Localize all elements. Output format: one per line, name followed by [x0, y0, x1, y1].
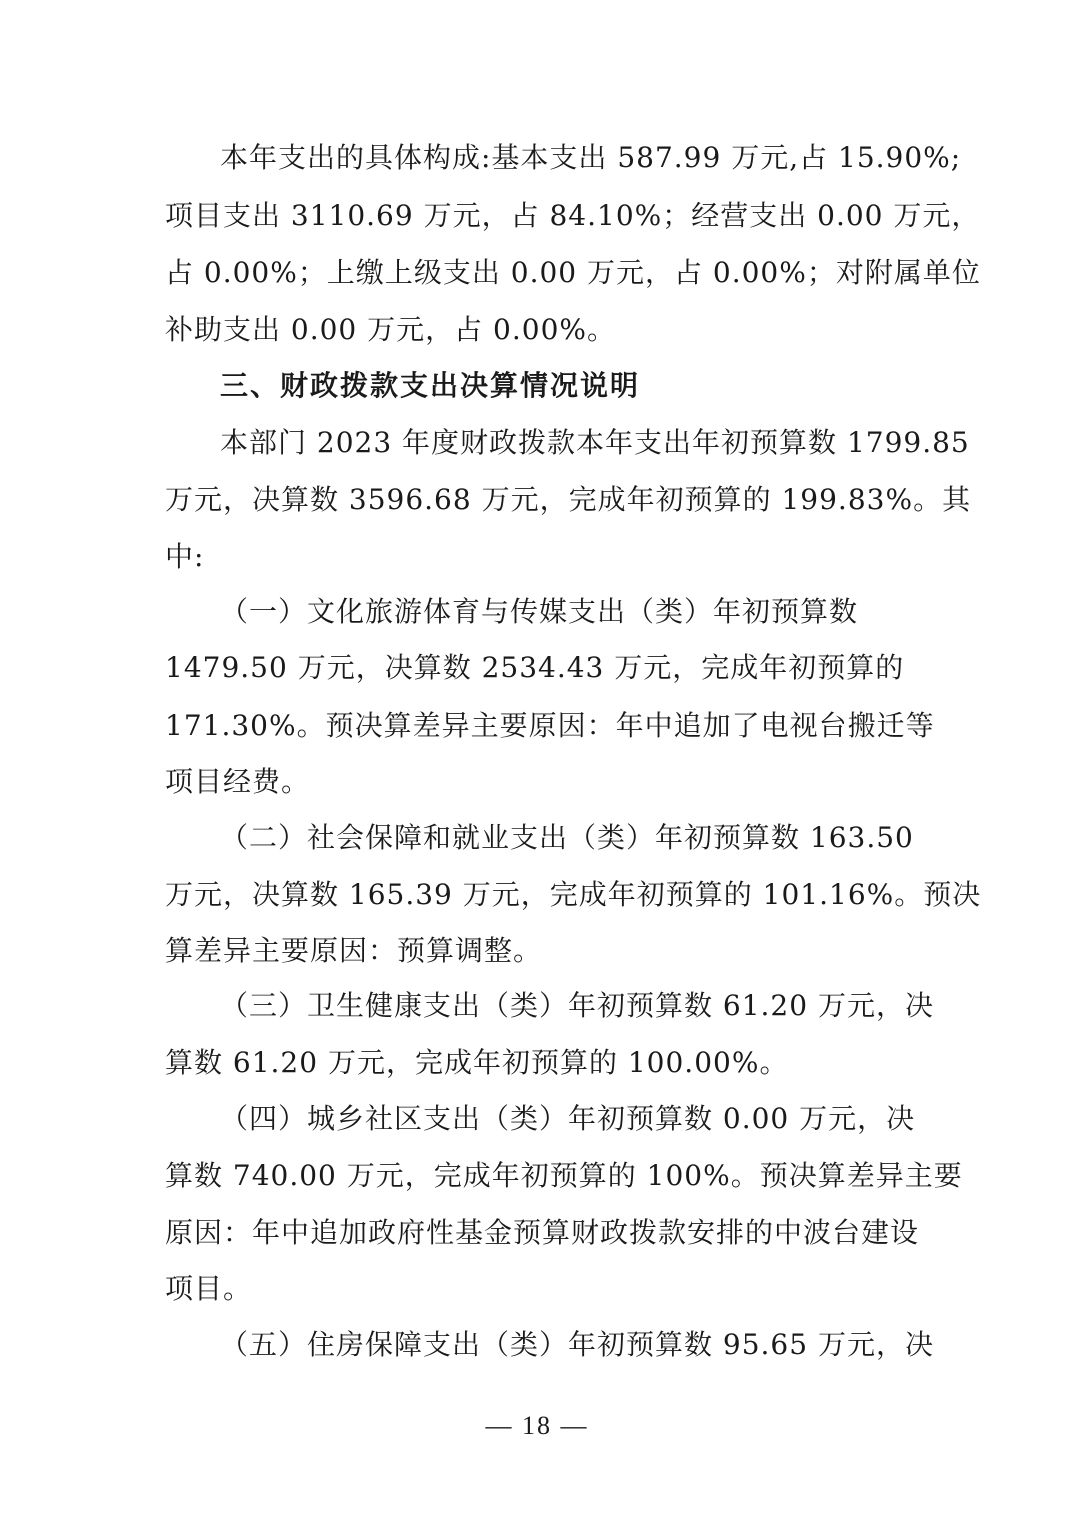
item-urban-rural-line-4: 项目。 — [165, 1272, 253, 1305]
paragraph-overview-line-3: 中: — [165, 540, 205, 573]
item-health-line-1: （三）卫生健康支出（类）年初预算数 61.20 万元，决 — [220, 989, 934, 1022]
item-culture-line-2: 1479.50 万元，决算数 2534.43 万元，完成年初预算的 — [165, 651, 905, 684]
paragraph-overview-line-2: 万元，决算数 3596.68 万元，完成年初预算的 199.83%。其 — [165, 483, 972, 516]
section-heading-fiscal-appropriation: 三、财政拨款支出决算情况说明 — [220, 369, 641, 402]
item-urban-rural-line-2: 算数 740.00 万元，完成年初预算的 100%。预决算差异主要 — [165, 1159, 963, 1192]
item-social-security-line-2: 万元，决算数 165.39 万元，完成年初预算的 101.16%。预决 — [165, 878, 982, 911]
item-health-line-2: 算数 61.20 万元，完成年初预算的 100.00%。 — [165, 1046, 789, 1079]
page-number: — 18 — — [485, 1411, 589, 1440]
item-urban-rural-line-1: （四）城乡社区支出（类）年初预算数 0.00 万元，决 — [220, 1102, 916, 1135]
item-urban-rural-line-3: 原因：年中追加政府性基金预算财政拨款安排的中波台建设 — [165, 1216, 920, 1249]
item-culture-line-1: （一）文化旅游体育与传媒支出（类）年初预算数 — [220, 595, 859, 628]
item-social-security-line-1: （二）社会保障和就业支出（类）年初预算数 163.50 — [220, 821, 914, 854]
item-housing-line-1: （五）住房保障支出（类）年初预算数 95.65 万元，决 — [220, 1328, 934, 1361]
item-culture-line-4: 项目经费。 — [165, 765, 311, 798]
paragraph-expenditure-composition-line-4: 补助支出 0.00 万元，占 0.00%。 — [165, 313, 616, 346]
paragraph-expenditure-composition-line-1: 本年支出的具体构成:基本支出 587.99 万元,占 15.90%; — [220, 141, 962, 174]
item-social-security-line-3: 算差异主要原因：预算调整。 — [165, 934, 543, 967]
item-culture-line-3: 171.30%。预决算差异主要原因：年中追加了电视台搬迁等 — [165, 709, 935, 742]
paragraph-expenditure-composition-line-2: 项目支出 3110.69 万元，占 84.10%；经营支出 0.00 万元， — [165, 199, 981, 232]
paragraph-overview-line-1: 本部门 2023 年度财政拨款本年支出年初预算数 1799.85 — [220, 426, 970, 459]
paragraph-expenditure-composition-line-3: 占 0.00%；上缴上级支出 0.00 万元，占 0.00%；对附属单位 — [165, 256, 981, 289]
